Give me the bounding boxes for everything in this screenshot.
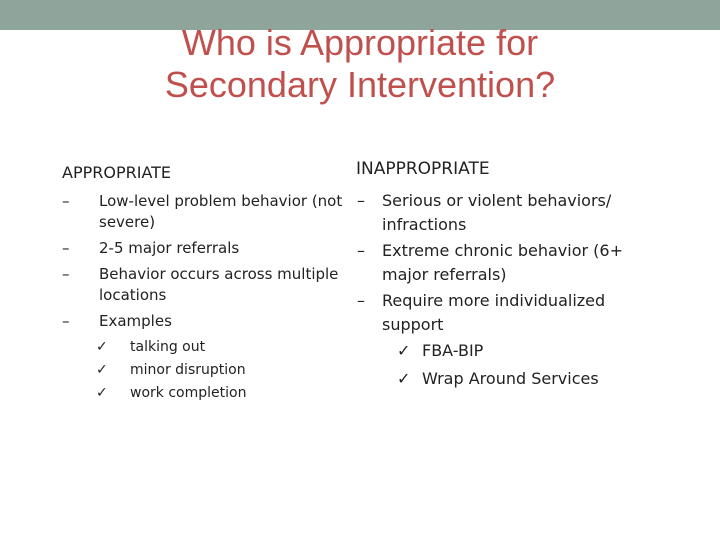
inappropriate-list	[357, 189, 652, 395]
appropriate-heading: APPROPRIATE	[62, 163, 172, 182]
example-item	[96, 361, 346, 380]
list-item	[62, 238, 347, 259]
inappropriate-sublist	[357, 339, 652, 391]
list-item	[62, 311, 347, 332]
title-line-1: Who is Appropriate for	[181, 22, 539, 63]
example-text: talking out	[130, 339, 206, 355]
slide-title	[100, 22, 620, 106]
list-item-text: Require more individualized support	[382, 291, 606, 334]
examples-list	[96, 338, 346, 407]
sub-item	[397, 367, 652, 391]
list-item-text: 2-5 major referrals	[99, 239, 240, 257]
checkmark-icon: ✓	[397, 341, 411, 360]
list-item-text: Serious or violent behaviors/ infractions	[382, 191, 612, 234]
dash-bullet: –	[62, 312, 70, 330]
dash-bullet: –	[357, 241, 365, 260]
list-item-text: Behavior occurs across multiple locations	[99, 265, 339, 304]
list-item-text: Extreme chronic behavior (6+ major referrals)	[382, 241, 623, 284]
checkmark-icon: ✓	[96, 362, 108, 378]
list-item	[62, 264, 347, 306]
inappropriate-heading: INAPPROPRIATE	[356, 159, 490, 179]
list-item	[357, 189, 652, 237]
list-item-text: Examples	[99, 312, 172, 330]
example-item	[96, 384, 346, 403]
dash-bullet: –	[62, 265, 70, 283]
dash-bullet: –	[62, 192, 70, 210]
checkmark-icon: ✓	[397, 369, 411, 388]
dash-bullet: –	[357, 191, 365, 210]
dash-bullet: –	[62, 239, 70, 257]
sub-item-text: FBA-BIP	[422, 341, 484, 360]
appropriate-list	[62, 191, 347, 337]
list-item	[357, 239, 652, 287]
checkmark-icon: ✓	[96, 385, 108, 401]
dash-bullet: –	[357, 291, 365, 310]
list-item	[357, 289, 652, 337]
list-item-text: Low-level problem behavior (not severe)	[99, 192, 343, 231]
sub-item-text: Wrap Around Services	[422, 369, 599, 388]
example-item	[96, 338, 346, 357]
example-text: minor disruption	[130, 362, 246, 378]
checkmark-icon: ✓	[96, 339, 108, 355]
list-item	[62, 191, 347, 233]
sub-item	[397, 339, 652, 363]
example-text: work completion	[130, 385, 247, 401]
title-line-2: Secondary Intervention?	[164, 64, 556, 105]
